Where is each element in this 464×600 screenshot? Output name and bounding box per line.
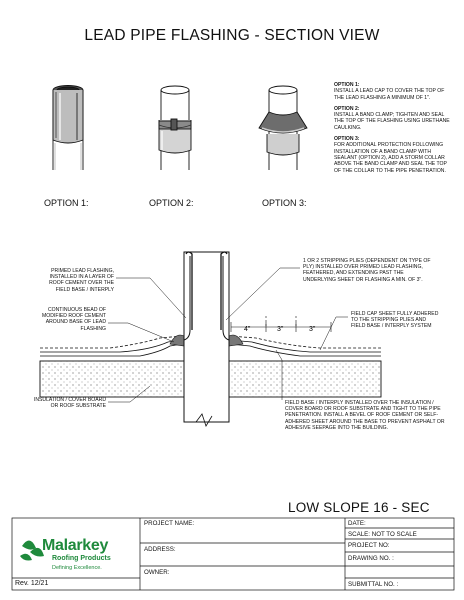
callout-insulation: INSULATION / COVER BOARD OR ROOF SUBSTRATE [33,397,106,410]
note-option-3: OPTION 3: FOR ADDITIONAL PROTECTION FOLLOWING INSTALLATION OF A BAND CLAMP WITH SEALANT (OPTION 2), ADD A STORM COLLAR ABOVE THE BAND CLAMP AND SEAL THE TOP OF THE COLLAR TO THE PIPE PENETRATION. [334,136,447,174]
callout-field-cap: FIELD CAP SHEET FULLY ADHERED TO THE STRIPPING PLIES AND FIELD BASE / INTERPLY SYSTEM [351,311,439,330]
note-option-1: OPTION 1: INSTALL A LEAD CAP TO COVER THE TOP OF THE LEAD FLASHING A MINIMUM OF 1". [334,82,445,101]
option-2-label: OPTION 2: [149,198,194,208]
project-name-label: PROJECT NAME: [144,520,195,527]
owner-label: OWNER: [144,569,170,576]
note-option-2: OPTION 2: INSTALL A BAND CLAMP; TIGHTEN AND SEAL THE TOP OF THE FLASHING USING URETHANE CAULKING. [334,105,450,131]
logo-tagline: Defining Excellence. [52,565,102,571]
drawing-no-label: DRAWING NO. : [348,555,394,562]
dimension-3in-a: 3" [277,326,284,333]
logo-name: Malarkey [42,537,109,554]
callout-stripping-plies: 1 OR 2 STRIPPING PLIES (DEPENDENT ON TYPE OF PLY) INSTALLED OVER PRIMED LEAD FLASHING, FEATHERED, AND EXTENDING PAST THE UNDERLYING SHEET OR FLASHING A MIN. OF 3". [303,258,431,283]
drawing-title: LEAD PIPE FLASHING - SECTION VIEW [84,27,380,44]
option-3-label: OPTION 3: [262,198,307,208]
revision-label: Rev. 12/21 [15,580,49,587]
sheet-title: LOW SLOPE 16 - SEC [288,500,430,515]
submittal-no-label: SUBMITTAL NO. : [348,581,399,588]
callout-continuous-bead: CONTINUOUS BEAD OF MODIFIED ROOF CEMENT AROUND BASE OF LEAD FLASHING [42,307,106,332]
scale-label: SCALE: NOT TO SCALE [348,531,417,538]
callout-field-base: FIELD BASE / INTERPLY INSTALLED OVER THE INSULATION / COVER BOARD OR ROOF SUBSTRATE AND TIGHT TO THE PIPE PENETRATION. INSTALL A BEVEL OF ROOF CEMENT OR SELF-ADHERED SHEET AROUND THE BASE TO PREVENT ASPHALT OR ADHESIVE SEEPAGE INTO THE BUILDING. [285,400,445,431]
project-no-label: PROJECT NO: [348,542,390,549]
date-label: DATE: [348,520,366,527]
callout-primed-lead-flashing: PRIMED LEAD FLASHING, INSTALLED IN A LAYER OF ROOF CEMENT OVER THE FIELD BASE / INTERPLY [49,268,114,293]
dimension-3in-b: 3" [309,326,316,333]
dimension-4in: 4" [244,326,251,333]
address-label: ADDRESS: [144,546,176,553]
logo-subtitle: Roofing Products [52,555,111,562]
option-1-label: OPTION 1: [44,198,89,208]
logo-leaf-icon [20,540,44,560]
